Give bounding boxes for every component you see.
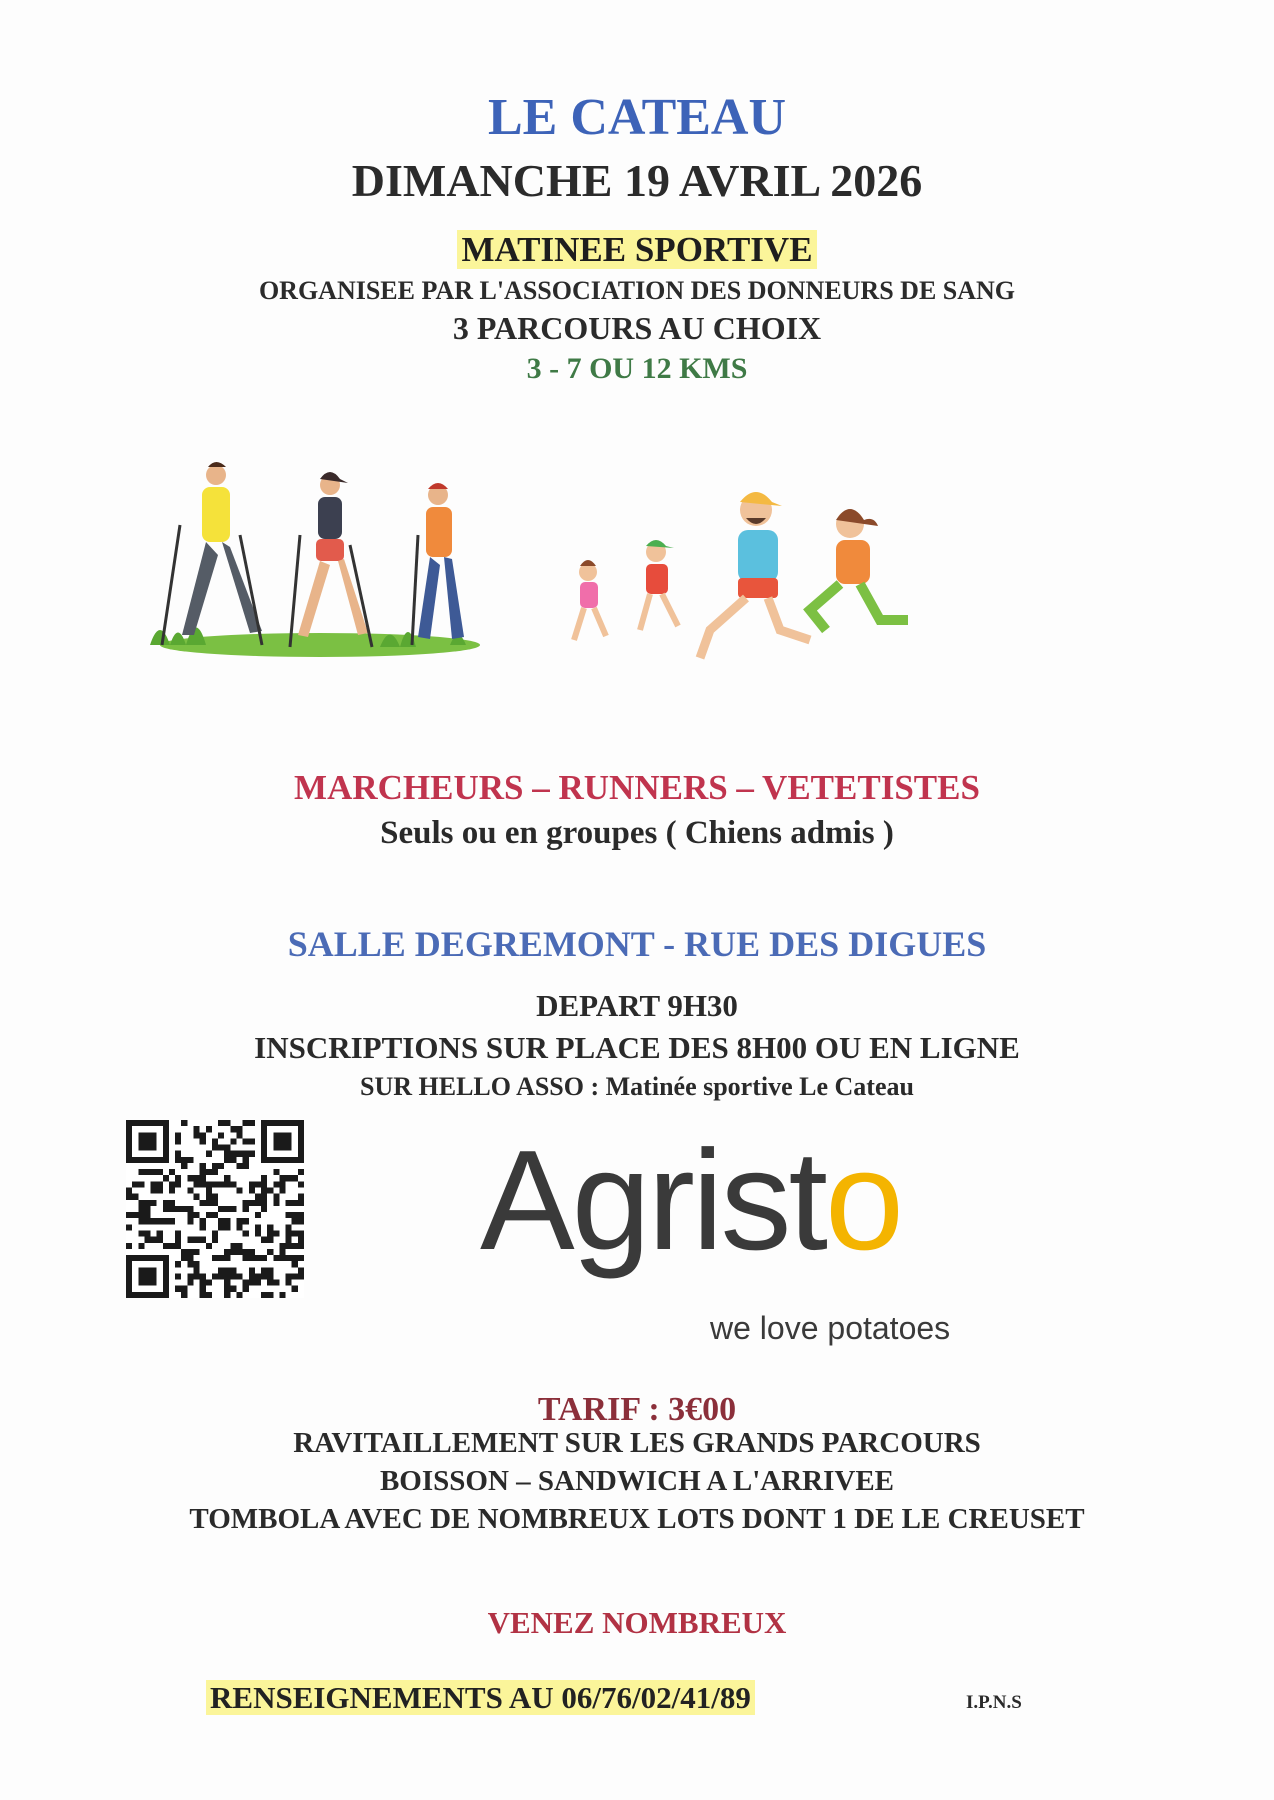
event-name-highlight: MATINEE SPORTIVE xyxy=(457,230,816,269)
event-date: DIMANCHE 19 AVRIL 2026 xyxy=(351,155,923,206)
organizer-line: ORGANISEE PAR L'ASSOCIATION DES DONNEURS DE SANG xyxy=(258,276,1016,305)
group-info-line: Seuls ou en groupes ( Chiens admis ) xyxy=(380,815,894,851)
venue-line: SALLE DEGREMONT - RUE DES DIGUES xyxy=(287,924,987,964)
contact-line xyxy=(206,1680,755,1716)
contact-highlight: RENSEIGNEMENTS AU 06/76/02/41/89 xyxy=(206,1680,755,1715)
price-line: TARIF : 3€00 xyxy=(537,1391,737,1428)
ipns-mention: I.P.N.S xyxy=(966,1692,1022,1713)
sponsor-tagline: we love potatoes xyxy=(710,1310,951,1346)
nordic-walkers-illustration xyxy=(150,455,490,660)
family-runners-illustration xyxy=(560,480,930,665)
town-title: LE CATEAU xyxy=(487,89,787,146)
sponsor-wordmark xyxy=(480,1121,901,1280)
start-time-line: DEPART 9H30 xyxy=(536,988,738,1023)
distances-line: 3 - 7 OU 12 KMS xyxy=(526,352,748,385)
participants-line: MARCHEURS – RUNNERS – VETETISTES xyxy=(294,768,980,807)
sponsor-wordmark-main: Agrist xyxy=(480,1121,825,1280)
event-name xyxy=(0,230,1274,270)
sponsor-wordmark-accent: o xyxy=(824,1121,901,1280)
registration-line: INSCRIPTIONS SUR PLACE DES 8H00 OU EN LIGNE xyxy=(254,1030,1020,1065)
raffle-line: TOMBOLA AVEC DE NOMBREUX LOTS DONT 1 DE LE CREUSET xyxy=(189,1503,1085,1535)
sponsor-logo xyxy=(480,1121,1000,1360)
drinks-line: BOISSON – SANDWICH A L'ARRIVEE xyxy=(379,1465,895,1497)
online-registration-line: SUR HELLO ASSO : Matinée sportive Le Cateau xyxy=(360,1072,914,1101)
routes-line: 3 PARCOURS AU CHOIX xyxy=(452,310,822,346)
qr-code[interactable] xyxy=(126,1120,304,1298)
closing-line: VENEZ NOMBREUX xyxy=(487,1605,787,1640)
supply-line: RAVITAILLEMENT SUR LES GRANDS PARCOURS xyxy=(293,1427,981,1459)
